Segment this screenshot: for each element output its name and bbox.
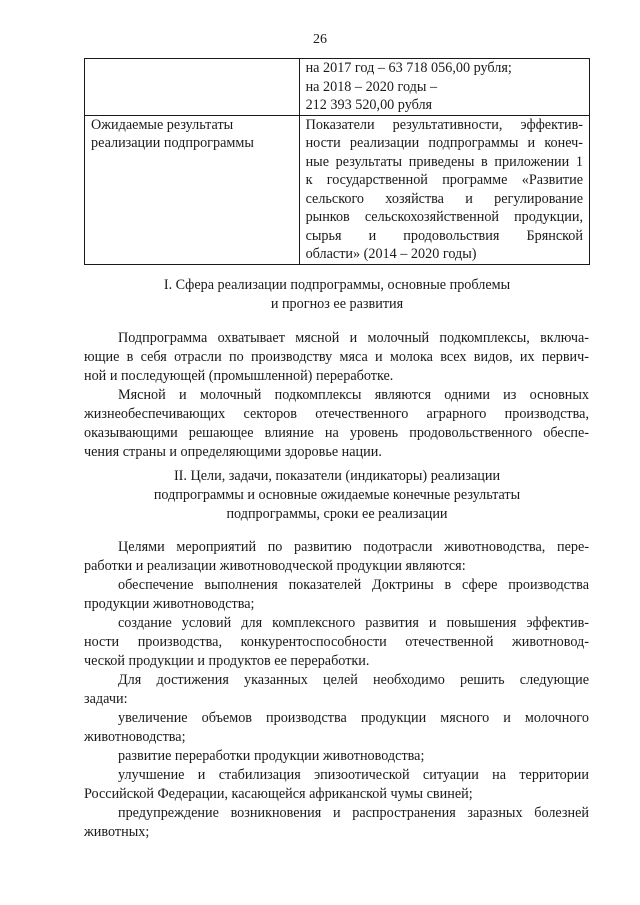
text-line: ности производства, конкурентоспособности отечественной животновод-	[84, 634, 589, 650]
text-line: ющие в себя отрасли по производству мяса и молока всех видов, их первич-	[84, 349, 589, 365]
table-line: сырья и продовольствия Брянской	[305, 227, 583, 244]
text-line: оказывающими решающее влияние на уровень продовольственного обеспе-	[84, 425, 589, 441]
table-line: рынков сельскохозяйственной продукции,	[305, 209, 583, 225]
subprogram-info-table	[84, 58, 590, 265]
text-line: чения страны и определяющими здоровье нации.	[84, 444, 382, 460]
text-line: животноводства;	[84, 729, 186, 745]
table-line: на 2018 – 2020 годы –	[305, 78, 438, 95]
section-1-heading	[84, 276, 590, 314]
text-line: задачи:	[84, 691, 128, 707]
table-line: на 2017 год – 63 718 056,00 рубля;	[305, 60, 512, 76]
table-line: Ожидаемые результаты	[91, 116, 234, 133]
section-2-heading	[84, 467, 590, 524]
page-number: 26	[313, 32, 327, 47]
table-cell-funding	[299, 59, 589, 116]
table-line: Показатели результативности, эффектив-	[305, 116, 583, 133]
text-line: улучшение и стабилизация эпизоотической ситуации на территории	[118, 767, 589, 783]
heading-line: подпрограммы и основные ожидаемые конечные результаты	[153, 487, 521, 503]
text-line: Для достижения указанных целей необходимо решить следующие	[118, 672, 589, 688]
heading-line: подпрограммы, сроки ее реализации	[226, 506, 448, 522]
text-line: обеспечение выполнения показателей Доктрины в сфере производства	[118, 577, 589, 593]
text-line: ческой продукции и продуктов ее переработки.	[84, 653, 370, 669]
text-line: Подпрограмма охватывает мясной и молочный подкомплексы, включа-	[118, 330, 589, 346]
text-line: Российской Федерации, касающейся африканской чумы свиней;	[84, 786, 473, 802]
heading-line: II. Цели, задачи, показатели (индикаторы) реализации	[173, 468, 501, 484]
text-line: создание условий для комплексного развития и повышения эффектив-	[118, 615, 589, 631]
text-line: предупреждение возникновения и распространения заразных болезней	[118, 805, 589, 821]
table-line: сельского хозяйства и регулирование	[305, 190, 583, 207]
table-line: 212 393 520,00 рубля	[305, 97, 433, 113]
table-cell-results	[299, 115, 589, 264]
text-line: Мясной и молочный подкомплексы являются одними из основных	[118, 387, 589, 403]
table-cell-empty	[85, 59, 300, 116]
text-line: ной и последующей (промышленной) переработке.	[84, 368, 394, 384]
table-line: реализации подпрограммы	[91, 135, 254, 151]
text-line: жизнеобеспечивающих секторов отечественного аграрного производства,	[84, 406, 589, 422]
text-line: развитие переработки продукции животноводства;	[118, 748, 425, 764]
table-row	[85, 59, 590, 116]
text-line: увеличение объемов производства продукции мясного и молочного	[118, 710, 589, 726]
heading-line: и прогноз ее развития	[270, 296, 404, 312]
text-line: работки и реализации животноводческой продукции являются:	[84, 558, 466, 574]
section-1-body	[84, 329, 589, 462]
table-row	[85, 115, 590, 264]
table-line: области» (2014 – 2020 годы)	[305, 246, 477, 262]
heading-line: I. Сфера реализации подпрограммы, основные проблемы	[163, 277, 511, 293]
section-2-body	[84, 538, 589, 842]
text-line: животных;	[84, 824, 150, 840]
table-cell-label	[85, 115, 300, 264]
text-line: продукции животноводства;	[84, 596, 255, 612]
text-line: Целями мероприятий по развитию подотрасли животноводства, пере-	[118, 539, 589, 555]
table-line: ности реализации подпрограммы и конеч-	[305, 135, 583, 151]
table-line: к государственной программе «Развитие	[305, 172, 583, 188]
table-line: ные результаты приведены в приложении 1	[305, 153, 583, 170]
